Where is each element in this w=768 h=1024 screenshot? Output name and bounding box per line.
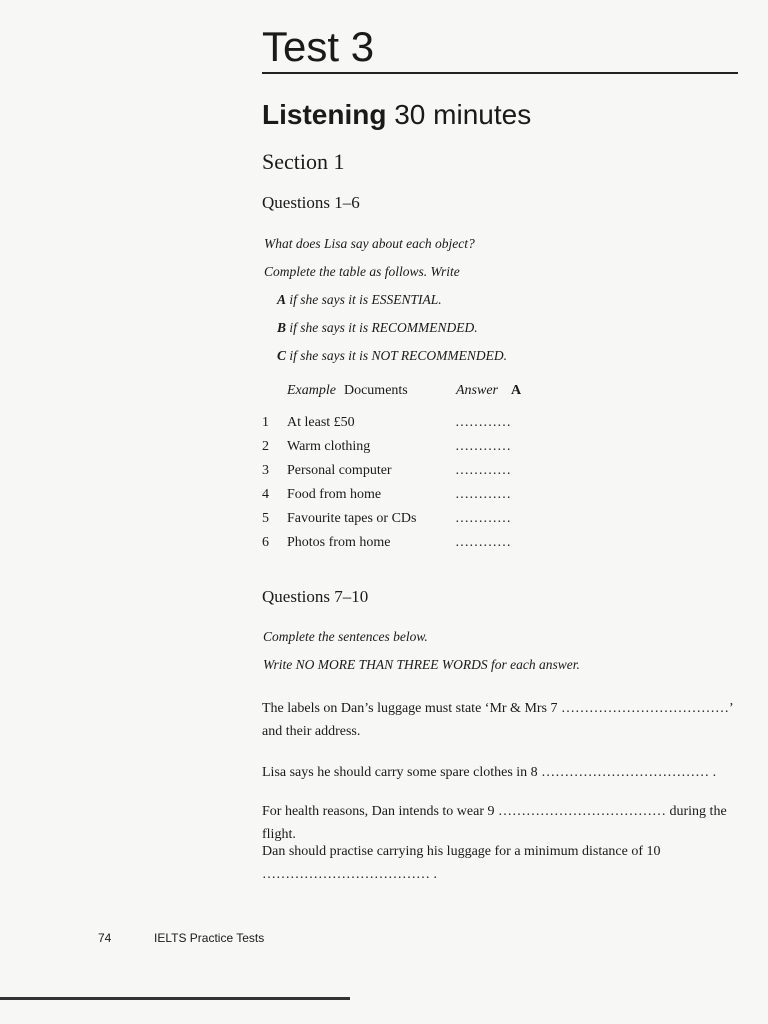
- answer-label: Answer: [456, 383, 498, 398]
- option-b: [277, 319, 478, 337]
- section-title: Section 1: [262, 149, 345, 174]
- answer-blank[interactable]: …………: [455, 439, 511, 454]
- answer-value: A: [511, 383, 522, 398]
- answer-blank[interactable]: …………: [455, 511, 511, 526]
- answer-blank[interactable]: …………: [455, 463, 511, 478]
- question-number: 5: [262, 511, 269, 526]
- instruction-line: Complete the table as follows. Write: [264, 264, 460, 279]
- option-letter: A: [277, 292, 287, 307]
- object-name: Favourite tapes or CDs: [287, 511, 417, 526]
- object-name: Food from home: [287, 487, 382, 502]
- option-text: if she says it is RECOMMENDED.: [289, 320, 478, 335]
- example-row: [287, 382, 408, 400]
- answer-blank[interactable]: …………: [455, 487, 511, 502]
- example-label: Example: [287, 383, 336, 398]
- option-letter: C: [277, 348, 287, 363]
- bottom-rule: [0, 997, 350, 1000]
- title-rule: [262, 72, 738, 74]
- question-number: 1: [262, 415, 269, 430]
- option-a: [277, 291, 442, 309]
- questions-1-6-heading: Questions 1–6: [262, 193, 360, 212]
- object-name: Warm clothing: [287, 439, 371, 454]
- answer-blank[interactable]: …………: [455, 535, 511, 550]
- instruction-line: Complete the sentences below.: [263, 629, 428, 644]
- question-number: 2: [262, 439, 269, 454]
- option-c: [277, 347, 507, 365]
- listening-heading: [262, 98, 531, 132]
- object-name: Photos from home: [287, 535, 391, 550]
- instruction-line: Write NO MORE THAN THREE WORDS for each answer.: [263, 657, 580, 672]
- option-text: if she says it is ESSENTIAL.: [289, 292, 442, 307]
- sentence-8: Lisa says he should carry some spare clothes in 8 ……………………………… .: [262, 765, 717, 780]
- object-name: Personal computer: [287, 463, 392, 478]
- listening-label: Listening: [262, 99, 387, 130]
- question-number: 3: [262, 463, 269, 478]
- sentence-7: The labels on Dan’s luggage must state ‘Mr & Mrs 7 ………………………………’ and their address.: [262, 701, 733, 739]
- example-item: Documents: [343, 383, 408, 398]
- question-number: 4: [262, 487, 269, 502]
- sentence-10: Dan should practise carrying his luggage for a minimum distance of 10 ……………………………… .: [262, 844, 661, 882]
- object-name: At least £50: [287, 415, 355, 430]
- option-text: if she says it is NOT RECOMMENDED.: [289, 348, 508, 363]
- option-letter: B: [277, 320, 287, 335]
- test-title: Test 3: [262, 23, 375, 70]
- question-number: 6: [262, 535, 269, 550]
- book-title: IELTS Practice Tests: [154, 931, 265, 945]
- answer-blank[interactable]: …………: [455, 415, 511, 430]
- listening-duration: 30 minutes: [394, 99, 532, 130]
- questions-7-10-heading: Questions 7–10: [262, 587, 369, 606]
- sentence-9: For health reasons, Dan intends to wear 9 ……………………………… during the flight.: [262, 804, 727, 842]
- page-number: 74: [98, 931, 112, 945]
- instruction-line: What does Lisa say about each object?: [264, 236, 475, 251]
